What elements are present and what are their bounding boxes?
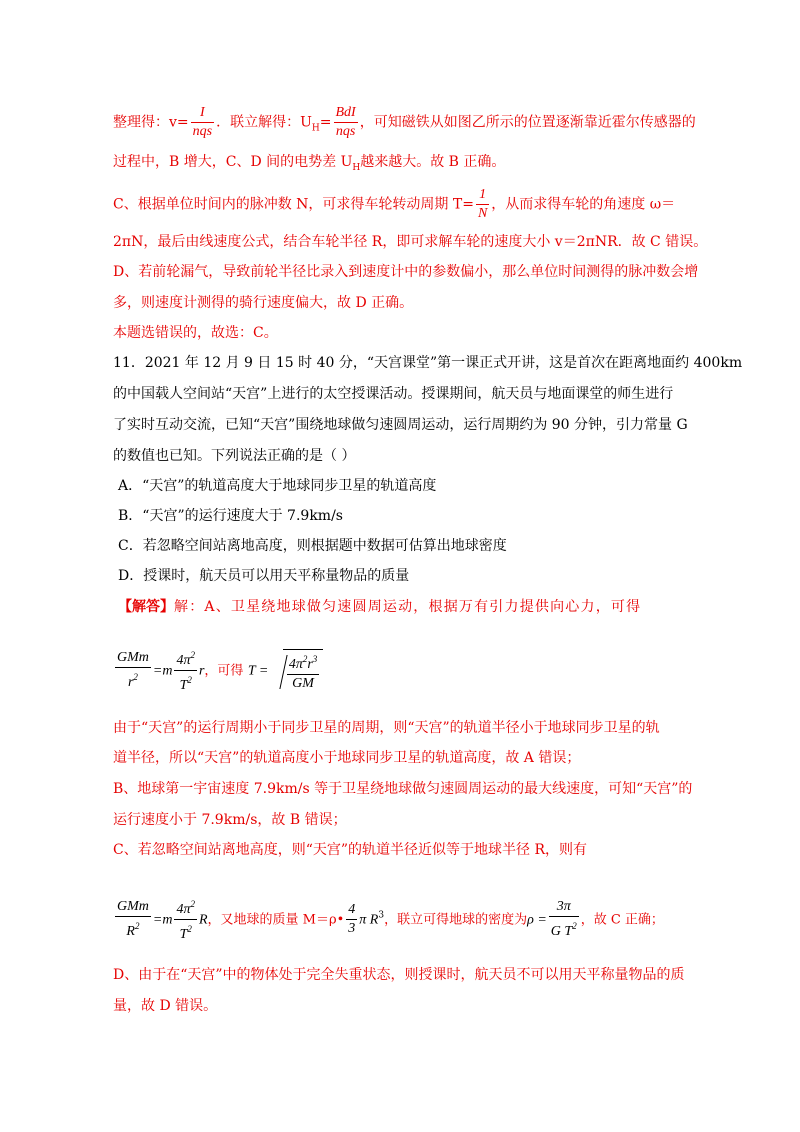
sqrt-content — [283, 649, 323, 693]
answer-tag: 【解答】 — [118, 599, 174, 615]
subscript: H — [352, 162, 361, 173]
option-a: A．“天宫”的轨道高度大于地球同步卫星的轨道高度 — [118, 478, 437, 494]
text: r — [307, 656, 313, 672]
text: R — [126, 924, 135, 939]
answer-line-6: 多，则速度计测得的骑行速度偏大，故 D 正确。 — [113, 295, 414, 311]
text: ，故 C 正确； — [580, 912, 664, 928]
superscript: 2 — [190, 650, 195, 660]
numerator: 1 — [476, 186, 489, 205]
numerator: 4 — [346, 901, 357, 920]
text: 4π — [176, 653, 191, 668]
numerator — [174, 646, 197, 671]
question-11-line-3: 了实时互动交流，已知“天宫”围绕地球做匀速圆周运动，运行周期约为 90 分钟，引力常量 G — [113, 417, 688, 433]
fraction — [346, 901, 357, 938]
answer-line-d1: D、由于在“天宫”中的物体处于完全失重状态，则授课时，航天员不可以用天平称量物品的质 — [113, 967, 685, 983]
answer-line-2 — [113, 152, 505, 178]
fraction — [476, 186, 489, 223]
text: ρ = — [527, 912, 547, 928]
option-b: B．“天宫”的运行速度大于 7.9km/s — [118, 508, 343, 524]
fraction — [549, 898, 579, 941]
text: ，联立可得地球的密度为 — [384, 912, 528, 928]
text: 整理得：v= — [113, 114, 189, 131]
numerator: I — [191, 104, 214, 123]
text: T — [179, 927, 188, 942]
sqrt — [273, 649, 323, 693]
text: π R — [359, 912, 379, 928]
denominator — [115, 668, 151, 692]
answer-line-d2: 量，故 D 错误。 — [113, 998, 218, 1014]
superscript: 3 — [312, 653, 318, 664]
text: 4π — [288, 656, 303, 672]
answer-line-b1: B、地球第一宇宙速度 7.9km/s 等于卫星绕地球做匀速圆周运动的最大线速度，可知“天宫”的 — [113, 781, 693, 797]
text: 解：A、卫星绕地球做匀速圆周运动，根据万有引力提供向心力，可得 — [174, 599, 642, 615]
denominator: nqs — [192, 124, 213, 139]
text: T = — [247, 663, 269, 679]
denominator: nqs — [335, 124, 356, 139]
fraction — [191, 104, 214, 141]
option-c: C．若忽略空间站离地高度，则根据题中数据可估算出地球密度 — [118, 538, 507, 554]
fraction — [115, 898, 151, 941]
denominator: 3 — [348, 921, 356, 936]
question-11-line-1: 11．2021 年 12 月 9 日 15 时 40 分，“天宫课堂”第一课正式开讲，这是首次在距离地面约 400km — [113, 355, 743, 371]
answer-intro — [118, 597, 641, 617]
superscript: 2 — [187, 675, 192, 685]
superscript: 2 — [302, 653, 308, 664]
text: r — [127, 675, 134, 690]
numerator: GMm — [115, 649, 151, 668]
answer-line-a1: 由于“天宫”的运行周期小于同步卫星的周期，则“天宫”的轨道半径小于地球同步卫星的轨 — [113, 720, 660, 736]
numerator: GMm — [115, 898, 151, 917]
fraction — [174, 646, 197, 695]
numerator — [174, 895, 197, 920]
denominator — [174, 671, 197, 695]
fraction — [334, 104, 358, 141]
text: ，又地球的质量 M＝ρ• — [207, 912, 345, 928]
subscript: H — [311, 123, 320, 134]
numerator — [287, 650, 319, 675]
text: ，可知磁铁从如图乙所示的位置逐渐靠近霍尔传感器的 — [359, 114, 696, 131]
superscript: 2 — [133, 672, 138, 682]
equation-1 — [113, 646, 323, 698]
fraction — [115, 649, 151, 692]
denominator — [549, 917, 579, 941]
answer-line-5: D、若前轮漏气，导致前轮半径比录入到速度计中的参数偏小，那么单位时间测得的脉冲数会增 — [113, 264, 699, 280]
numerator: BdI — [334, 104, 358, 123]
text: r — [198, 663, 205, 679]
text: 过程中，B 增大，C、D 间的电势差 U — [113, 154, 353, 170]
denominator — [115, 917, 151, 941]
text: T — [179, 678, 188, 693]
question-11-line-4: 的数值也已知。下列说法正确的是（ ） — [113, 448, 356, 464]
text: 4π — [176, 902, 191, 917]
text: =m — [152, 663, 173, 679]
text: G T — [550, 924, 573, 939]
numerator: 3π — [549, 898, 579, 917]
denominator: GM — [292, 675, 314, 691]
option-d: D．授课时，航天员可以用天平称量物品的质量 — [118, 568, 410, 584]
answer-line-1 — [113, 104, 696, 141]
text: =m — [152, 912, 173, 928]
fraction — [287, 650, 319, 693]
text: 越来越大。故 B 正确。 — [360, 154, 506, 170]
answer-line-c1: C、若忽略空间站离地高度，则“天宫”的轨道半径近似等于地球半径 R，则有 — [113, 842, 588, 858]
text: ，可得 — [204, 663, 244, 679]
superscript: 2 — [187, 924, 192, 934]
equation-2 — [113, 895, 664, 947]
superscript: 2 — [134, 921, 140, 931]
superscript: 2 — [190, 899, 195, 909]
text: C、根据单位时间内的脉冲数 N，可求得车轮转动周期 T= — [113, 196, 474, 213]
text: = — [319, 114, 332, 131]
answer-line-3 — [113, 186, 675, 223]
denominator: N — [477, 206, 488, 221]
fraction — [174, 895, 197, 944]
superscript: 3 — [378, 910, 385, 921]
denominator — [174, 920, 197, 944]
answer-line-4: 2πN，最后由线速度公式，结合车轮半径 R，即可求解车轮的速度大小 v＝2πNR．故 C 错误。 — [113, 234, 708, 250]
answer-line-a2: 道半径，所以“天宫”的轨道高度小于地球同步卫星的轨道高度，故 A 错误； — [113, 750, 581, 766]
answer-line-7: 本题选错误的，故选：C。 — [113, 325, 278, 341]
text: ．联立解得：U — [216, 114, 312, 131]
text: R — [198, 912, 208, 928]
superscript: 2 — [572, 921, 577, 931]
text: ，从而求得车轮的角速度 ω＝ — [491, 196, 676, 213]
question-11-line-2: 的中国载人空间站“天宫”上进行的太空授课活动。授课期间，航天员与地面课堂的师生进行 — [113, 386, 674, 402]
answer-line-b2: 运行速度小于 7.9km/s，故 B 错误； — [113, 812, 347, 828]
